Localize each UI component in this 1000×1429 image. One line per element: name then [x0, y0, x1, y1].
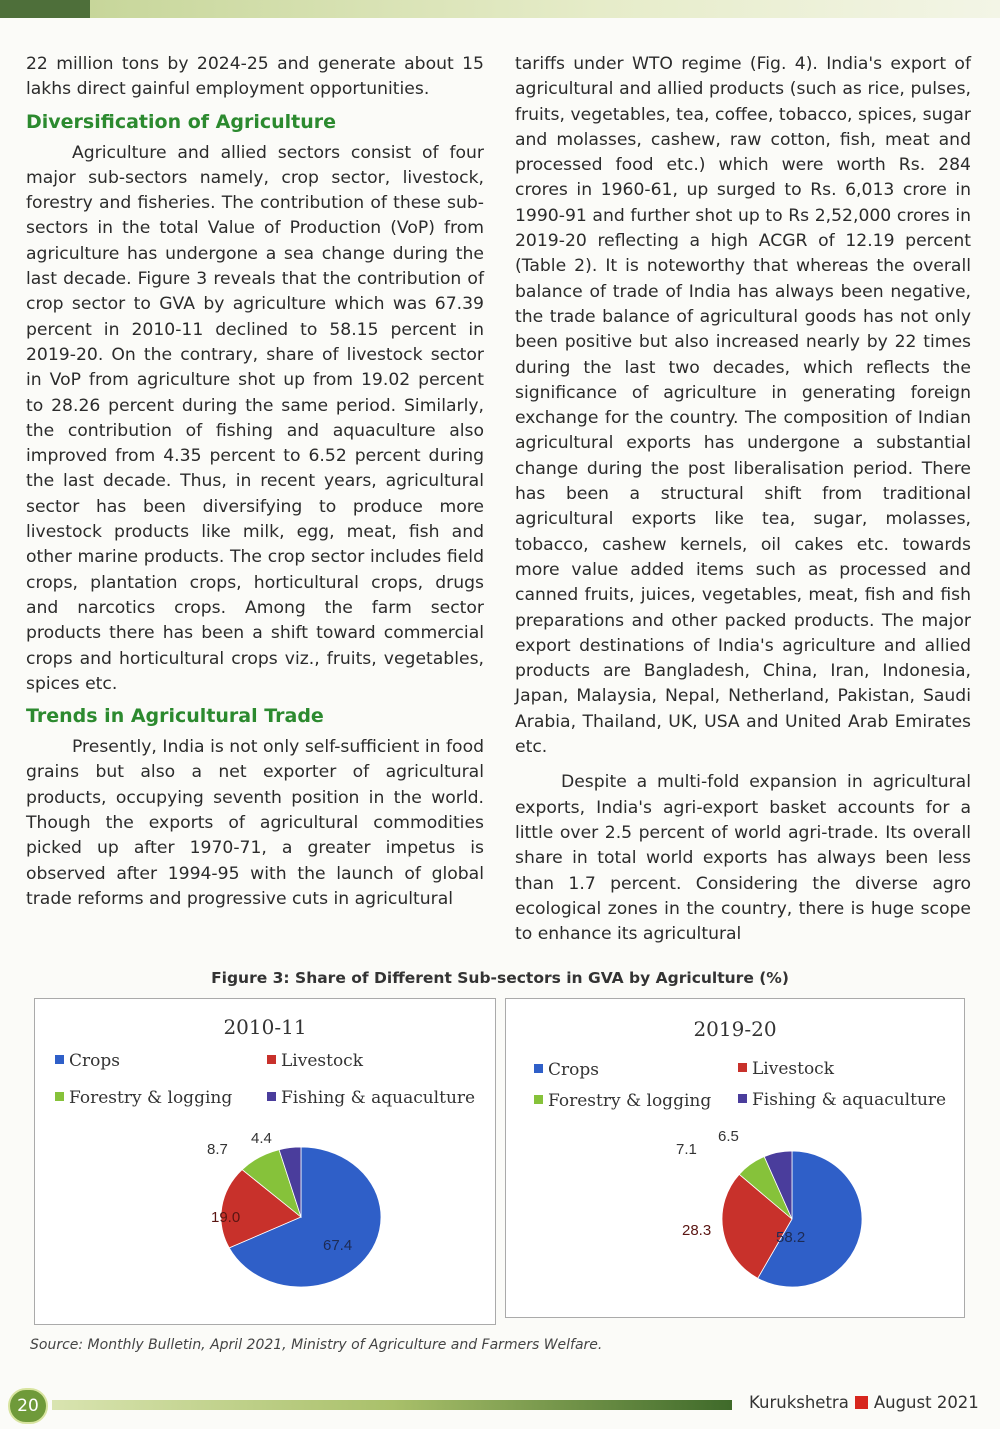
- data-label: 7.1: [676, 1141, 697, 1158]
- paragraph: Agriculture and allied sectors consist of four major sub-sectors namely, crop sector, livestock, forestry and fisheries. The contribution of these sub-sectors in the total Value of Production (VoP) from agriculture has undergone a sea change during the last decade. Figure 3 reveals that the contribution of crop sector to GVA by agriculture which was 67.39 percent in 2010-11 declined to 58.15 percent in 2019-20. On the contrary, share of livestock sector in VoP from agriculture shot up from 19.02 percent to 28.26 percent during the same period. Similarly, the contribution of fishing and aquaculture also improved from 4.35 percent to 6.52 percent during the last decade. Thus, in recent years, agricultural sector has been diversifying to produce more livestock products like milk, egg, meat, fish and other marine products. The crop sector includes field crops, plantation crops, horticultural crops, drugs and narcotics crops. Among the farm sector products there has been a shift toward commercial crops and horticultural crops viz., fruits, vegetables, spices etc.: [26, 142, 484, 694]
- pie-chart-2010-11: [35, 999, 495, 1324]
- legend-item-fishing: Fishing & aquaculture: [267, 1088, 475, 1108]
- left-column: [26, 52, 484, 912]
- paragraph: Presently, India is not only self-sufficient in food grains but also a net exporter of agricultural products, occupying seventh position in the world. Though the exports of agricultural commodities picked up after 1970-71, a greater impetus is observed after 1994-95 with the launch of global trade reforms and progressive cuts in agricultural: [26, 737, 484, 909]
- figure-title: Figure 3: Share of Different Sub-sectors in GVA by Agriculture (%): [211, 969, 789, 987]
- chart-title: 2019-20: [693, 1017, 777, 1041]
- legend-item-livestock: Livestock: [738, 1059, 834, 1079]
- legend-item-crops: Crops: [534, 1060, 599, 1080]
- right-column: [515, 52, 971, 947]
- footer-band: [52, 1400, 732, 1410]
- section-heading-trade: Trends in Agricultural Trade: [26, 705, 324, 728]
- legend-item-fishing: Fishing & aquaculture: [738, 1090, 946, 1110]
- data-label: 19.0: [211, 1209, 241, 1226]
- top-decorative-band: [0, 0, 1000, 18]
- data-label: 58.2: [776, 1229, 806, 1246]
- legend-item-forestry: Forestry & logging: [55, 1088, 232, 1108]
- page-number: 20: [8, 1388, 48, 1424]
- red-square-icon: [855, 1396, 868, 1409]
- paragraph: Despite a multi-fold expansion in agricultural exports, India's agri-export basket accounts for a little over 2.5 percent of world agri-trade. Its overall share in total world exports has always been less than 1.7 percent. Considering the diverse agro ecological zones in the country, there is huge scope to enhance its agricultural: [515, 772, 971, 945]
- chart-panel-2019-20: [505, 998, 965, 1318]
- legend-item-crops: Crops: [55, 1051, 120, 1071]
- chart-title: 2010-11: [223, 1015, 307, 1039]
- magazine-name: Kurukshetra: [749, 1393, 849, 1412]
- section-heading-diversification: Diversification of Agriculture: [26, 110, 336, 133]
- data-label: 67.4: [323, 1237, 353, 1254]
- footer-publication: [749, 1393, 979, 1412]
- data-label: 4.4: [251, 1130, 272, 1147]
- data-label: 6.5: [718, 1128, 739, 1145]
- legend-item-livestock: Livestock: [267, 1051, 363, 1071]
- issue-date: August 2021: [873, 1393, 979, 1412]
- paragraph: tariffs under WTO regime (Fig. 4). India's export of agricultural and allied products (such as rice, pulses, fruits, vegetables, tea, coffee, tobacco, spices, sugar and molasses, cashew, raw cotton, fish, meat and processed food etc.) which were worth Rs. 284 crores in 1960-61, up surged to Rs. 6,013 crore in 1990-91 and further shot up to Rs 2,52,000 crores in 2019-20 reflecting a high ACGR of 12.19 percent (Table 2). It is noteworthy that whereas the overall balance of trade of India has always been negative, the trade balance of agricultural goods has not only been positive but also increased nearly by 22 times during the last two decades, which reflects the significance of agriculture in generating foreign exchange for the country. The composition of Indian agricultural exports has undergone a substantial change during the post liberalisation period. There has been a structural shift from traditional agricultural exports like tea, sugar, molasses, tobacco, cashew kernels, oil cakes etc. towards more value added items such as processed and canned fruits, juices, vegetables, meat, fish and fish preparations and other packed products. The major export destinations of India's agriculture and allied products are Bangladesh, China, Iran, Indonesia, Japan, Malaysia, Nepal, Netherland, Pakistan, Saudi Arabia, Thailand, UK, USA and United Arab Emirates etc.: [515, 54, 971, 758]
- chart-panel-2010-11: [34, 998, 496, 1325]
- figure-source: Source: Monthly Bulletin, April 2021, Ministry of Agriculture and Farmers Welfare.: [30, 1337, 603, 1353]
- paragraph: 22 million tons by 2024-25 and generate about 15 lakhs direct gainful employment opportunities.: [26, 54, 484, 100]
- legend-item-forestry: Forestry & logging: [534, 1091, 711, 1111]
- pie-chart-2019-20: [506, 999, 964, 1317]
- data-label: 28.3: [682, 1222, 712, 1239]
- data-label: 8.7: [207, 1141, 228, 1158]
